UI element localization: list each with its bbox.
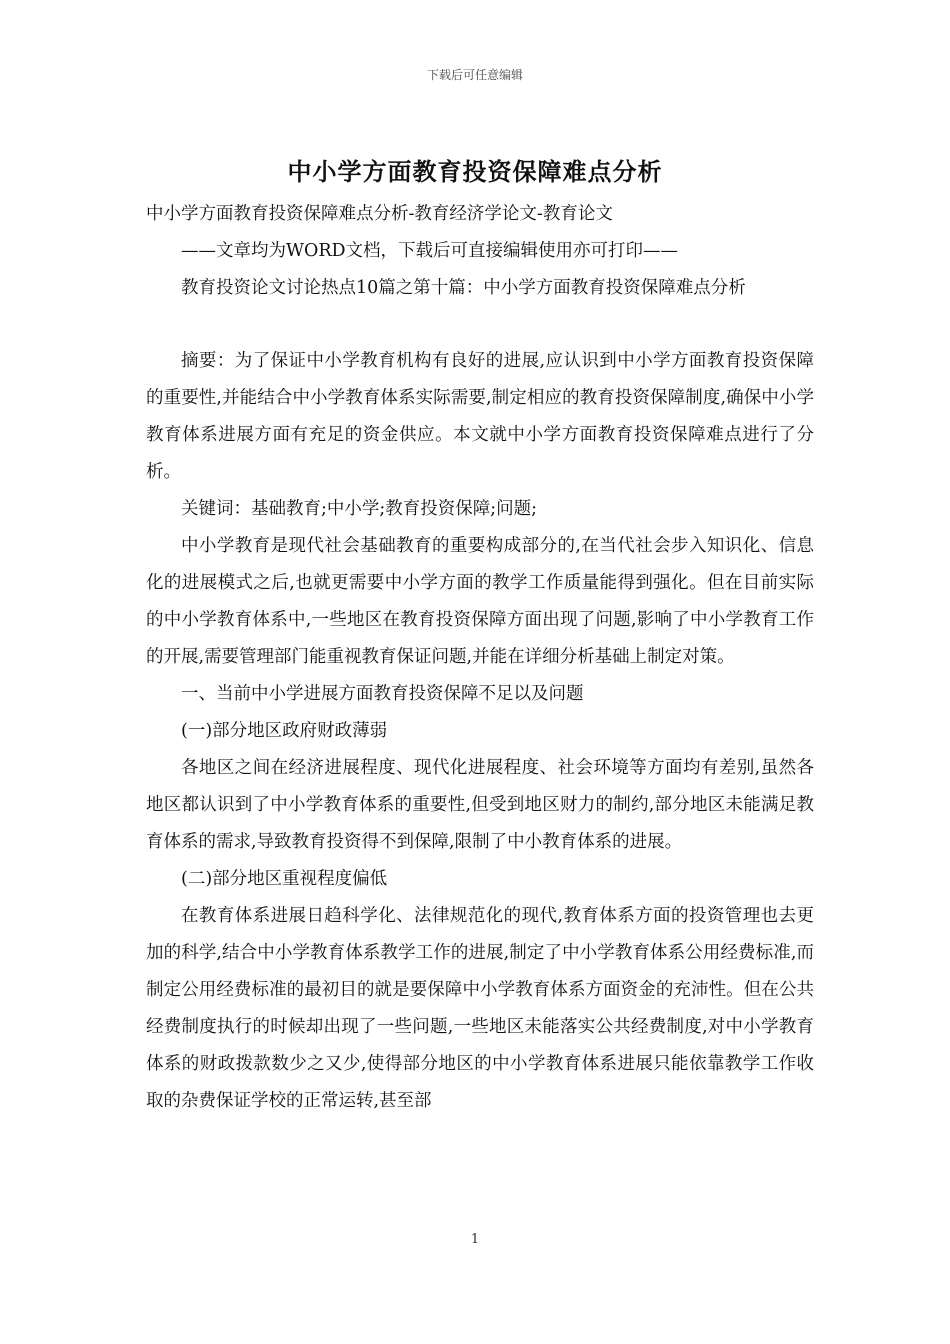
subsection-heading: (二)部分地区重视程度偏低 xyxy=(181,869,388,889)
page-header: 下载后可任意编辑 xyxy=(426,68,523,82)
subsection-paragraph: 各地区之间在经济进展程度、现代化进展程度、社会环境等方面均有差别,虽然各地区都认识到了中小学教育体系的重要性,但受到地区财力的制约,部分地区未能满足教育体系的需求,导致教育投资得不到保障,限制了中小教育体系的进展。 xyxy=(146,758,814,852)
page-number: 1 xyxy=(470,1232,480,1247)
series-line: 教育投资论文讨论热点10篇之第十篇：中小学方面教育投资保障难点分析 xyxy=(181,278,746,298)
subsection-paragraph: 在教育体系进展日趋科学化、法律规范化的现代,教育体系方面的投资管理也去更加的科学,结合中小学教育体系教学工作的进展,制定了中小学教育体系公用经费标准,而制定公用经费标准的最初目的就是要保障中小学教育体系方面资金的充沛性。但在公共经费制度执行的时候却出现了一些问题,一些地区未能落实公共经费制度,对中小学教育体系的财政拨款数少之又少,使得部分地区的中小学教育体系进展只能依靠教学工作收取的杂费保证学校的正常运转,甚至部 xyxy=(146,906,814,1111)
intro-paragraph: 中小学教育是现代社会基础教育的重要构成部分的,在当代社会步入知识化、信息化的进展模式之后,也就更需要中小学方面的教学工作质量能得到强化。但在目前实际的中小学教育体系中,一些地区在教育投资保障方面出现了问题,影响了中小学教育工作的开展,需要管理部门能重视教育保证问题,并能在详细分析基础上制定对策。 xyxy=(146,536,814,667)
abstract-paragraph: 摘要：为了保证中小学教育机构有良好的进展,应认识到中小学方面教育投资保障的重要性,并能结合中小学教育体系实际需要,制定相应的教育投资保障制度,确保中小学教育体系进展方面有充足的资金供应。本文就中小学方面教育投资保障难点进行了分析。 xyxy=(146,351,814,482)
document-title: 中小学方面教育投资保障难点分析 xyxy=(287,158,663,186)
document-subtitle: 中小学方面教育投资保障难点分析-教育经济学论文-教育论文 xyxy=(146,204,613,224)
document-body xyxy=(146,196,814,1120)
blank-line xyxy=(146,307,814,343)
section-heading: 一、当前中小学进展方面教育投资保障不足以及问题 xyxy=(181,684,584,704)
keywords-line: 关键词：基础教育;中小学;教育投资保障;问题; xyxy=(181,499,538,519)
document-notice: ——文章均为WORD文档，下载后可直接编辑使用亦可打印—— xyxy=(181,241,679,261)
subsection-heading: (一)部分地区政府财政薄弱 xyxy=(181,721,388,741)
